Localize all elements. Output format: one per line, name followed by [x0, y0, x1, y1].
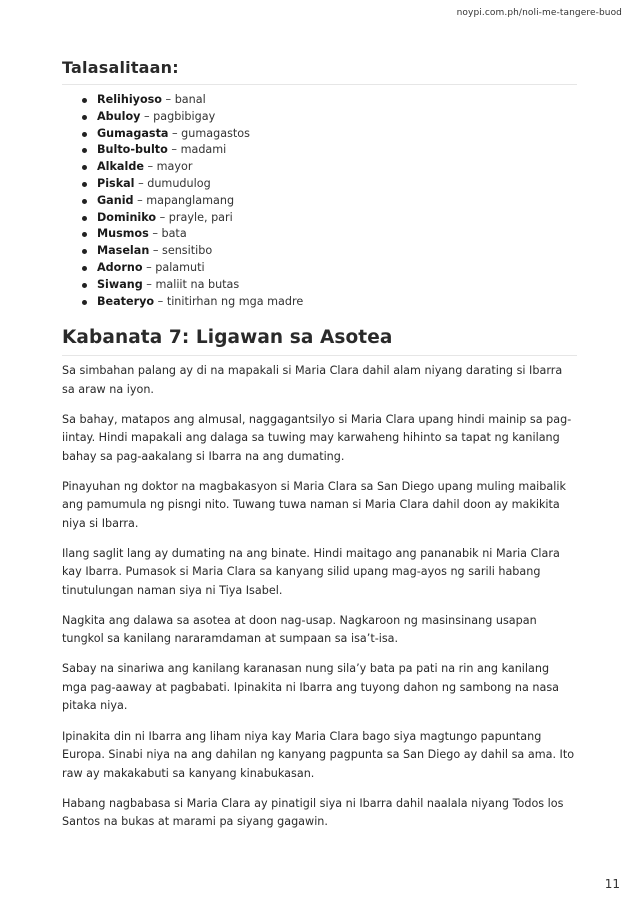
bullet-icon — [82, 249, 87, 254]
vocab-term: Maselan — [97, 244, 150, 258]
vocab-item — [62, 176, 562, 193]
vocab-term: Piskal — [97, 176, 135, 190]
vocab-item — [62, 226, 562, 243]
vocab-definition: – banal — [162, 93, 206, 106]
paragraph: Pinayuhan ng doktor na magbakasyon si Maria Clara sa San Diego upang muling maibalik ang pamumula ng pisngi nito. Tuwang tuwa naman si Maria Clara dahil doon ay makikita niya si Ibarra. — [62, 479, 566, 530]
paragraph: Sa bahay, matapos ang almusal, naggagantsilyo si Maria Clara upang hindi mainip sa pag-iintay. Hindi mapakali ang dalaga sa tuwing may karwaheng hihinto sa tapat ng kanilang bahay sa pag-aakalang si Ibarra na ang dumating. — [62, 412, 572, 463]
vocab-definition: – gumagastos — [168, 126, 250, 140]
vocab-item — [62, 243, 562, 260]
paragraph: Ilang saglit lang ay dumating na ang binate. Hindi maitago ang pananabik ni Maria Clara kay Ibarra. Pumasok si Maria Clara sa kanyang silid upang mag-ayos ng sarili habang tinutulungan naman siya ni Tiya Isabel. — [62, 546, 560, 597]
vocab-item — [62, 294, 562, 311]
vocab-term: Ganid — [97, 193, 134, 207]
page-number: 11 — [604, 877, 620, 891]
bullet-icon — [82, 300, 87, 305]
vocab-definition: – mapanglamang — [133, 193, 235, 207]
bullet-icon — [82, 115, 87, 120]
bullet-icon — [82, 232, 87, 237]
vocab-definition: – palamuti — [142, 260, 205, 274]
vocab-term: Musmos — [97, 227, 149, 241]
vocab-item — [62, 260, 562, 277]
bullet-icon — [82, 98, 87, 103]
vocab-term: Abuloy — [97, 109, 141, 123]
vocab-definition: – tinitirhan ng mga madre — [154, 294, 304, 308]
paragraph: Sa simbahan palang ay di na mapakali si Maria Clara dahil alam niyang darating si Ibarra sa araw na iyon. — [62, 364, 563, 396]
vocab-item — [62, 159, 562, 176]
vocab-term: Bulto-bulto — [97, 143, 168, 157]
bullet-icon — [82, 165, 87, 170]
vocab-item — [62, 210, 562, 227]
vocab-item — [62, 193, 562, 210]
bullet-icon — [82, 132, 87, 137]
vocab-definition: – bata — [148, 227, 187, 241]
bullet-icon — [82, 283, 87, 288]
paragraph: Habang nagbabasa si Maria Clara ay pinatigil siya ni Ibarra dahil naalala niyang Todos los Santos na bukas at marami pa siyang gagawin. — [62, 796, 564, 829]
vocab-item — [62, 92, 562, 109]
vocab-item — [62, 277, 562, 294]
vocab-definition: – prayle, pari — [156, 210, 233, 224]
chapter-body — [62, 362, 577, 843]
vocab-term: Siwang — [97, 277, 143, 291]
vocab-term: Adorno — [97, 260, 143, 274]
paragraph: Nagkita ang dalawa sa asotea at doon nag-usap. Nagkaroon ng masinsinang usapan tungkol sa kanilang nararamdaman at sumpaan sa isa’t-isa. — [62, 613, 537, 646]
vocab-term: Gumagasta — [97, 126, 169, 140]
paragraph: Sabay na sinariwa ang kanilang karanasan nung sila’y bata pa pati na rin ang kanilang mga pag-aaway at pagbabati. Ipinakita ni Ibarra ang tuyong dahon ng sambong na nasa pitaka niya. — [62, 662, 560, 713]
vocab-definition: – dumudulog — [134, 176, 211, 190]
vocab-term: Dominiko — [97, 210, 157, 224]
source-url: noypi.com.ph/noli-me-tangere-buod — [456, 8, 622, 18]
heading-divider — [62, 355, 577, 356]
vocab-term: Beateryo — [97, 294, 155, 308]
chapter-heading: Kabanata 7: Ligawan sa Asotea — [62, 327, 393, 348]
heading-divider — [62, 84, 577, 85]
vocab-definition: – sensitibo — [149, 244, 213, 258]
vocab-term: Relihiyoso — [97, 93, 162, 106]
bullet-icon — [82, 266, 87, 271]
vocab-item — [62, 142, 562, 159]
vocabulary-heading: Talasalitaan: — [62, 58, 179, 77]
vocab-definition: – madami — [167, 143, 227, 157]
vocab-term: Alkalde — [97, 160, 144, 174]
bullet-icon — [82, 182, 87, 187]
vocab-item — [62, 109, 562, 126]
bullet-icon — [82, 148, 87, 153]
vocab-definition: – pagbibigay — [140, 109, 216, 123]
paragraph: Ipinakita din ni Ibarra ang liham niya kay Maria Clara bago siya magtungo papuntang Europa. Sinabi niya na ang dahilan ng kanyang pagpunta sa San Diego ay dahil sa ama. Ito raw ay makakabuti sa kanyang kinabukasan. — [62, 729, 575, 780]
vocab-definition: – mayor — [143, 160, 193, 174]
bullet-icon — [82, 199, 87, 204]
vocab-item — [62, 126, 562, 143]
vocab-definition: – maliit na butas — [142, 277, 240, 291]
vocabulary-list — [62, 92, 562, 310]
bullet-icon — [82, 216, 87, 221]
